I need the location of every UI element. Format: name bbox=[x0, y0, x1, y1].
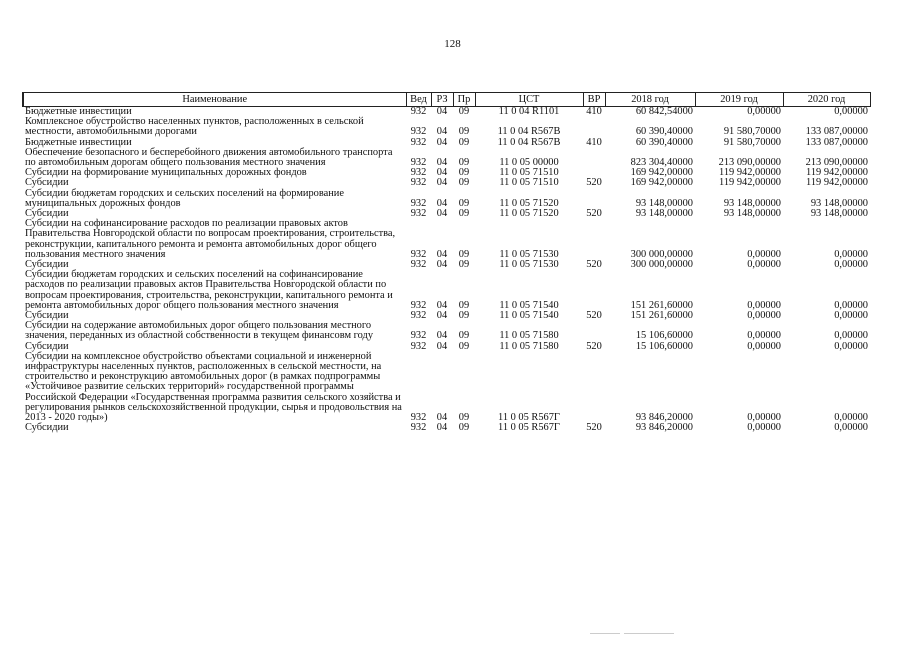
cell-vr bbox=[583, 219, 605, 260]
budget-table bbox=[22, 92, 871, 434]
cell-vr bbox=[583, 270, 605, 311]
table-row bbox=[23, 423, 870, 433]
cell-vr: 520 bbox=[586, 340, 602, 352]
header-vr: ВР bbox=[583, 93, 605, 107]
cell-name: Субсидии bbox=[25, 422, 69, 434]
cell-name: Комплексное обустройство населенных пунктов, расположенных в сельской местности, автомобильными дорогами bbox=[25, 116, 364, 138]
cell-2020: 119 942,00000 bbox=[806, 177, 868, 189]
cell-2020: 133 087,00000 bbox=[805, 136, 868, 148]
table-row bbox=[23, 219, 870, 260]
cell-2019: 119 942,00000 bbox=[719, 177, 781, 189]
cell-ved: 932 bbox=[410, 208, 427, 220]
cell-cst: 11 0 05 R567Г bbox=[498, 422, 560, 434]
cell-pr: 09 bbox=[458, 136, 470, 148]
cell-2019: 91 580,70000 bbox=[723, 126, 781, 138]
cell-vr: 520 bbox=[586, 259, 602, 271]
cell-cst: 11 0 05 71530 bbox=[499, 248, 559, 260]
cell-rz: 04 bbox=[436, 177, 448, 189]
cell-name: Бюджетные инвестиции bbox=[25, 136, 132, 148]
cell-pr: 09 bbox=[458, 197, 470, 209]
cell-pr: 09 bbox=[458, 167, 470, 179]
cell-rz: 04 bbox=[436, 259, 448, 271]
cell-2019: 0,00000 bbox=[747, 330, 781, 342]
cell-name: Субсидии бюджетам городских и сельских поселений на софинансирование расходов по реализации правовых актов Правительства Новгородской области по вопросам проектирования, строительства, реконструкции, капитального ремонта и ремонта автомобильных дорог общего пользования местного значения bbox=[25, 269, 393, 311]
cell-pr: 09 bbox=[458, 177, 470, 189]
cell-2018: 300 000,00000 bbox=[630, 259, 693, 271]
cell-ved: 932 bbox=[410, 136, 427, 148]
cell-rz: 04 bbox=[436, 340, 448, 352]
cell-ved: 932 bbox=[410, 177, 427, 189]
cell-ved: 932 bbox=[410, 167, 427, 179]
cell-ved: 932 bbox=[410, 126, 427, 138]
cell-2020: 93 148,00000 bbox=[810, 208, 868, 220]
cell-cst: 11 0 05 71580 bbox=[499, 340, 559, 352]
cell-2020: 0,00000 bbox=[834, 299, 868, 311]
header-cst: ЦСТ bbox=[475, 93, 583, 107]
cell-rz: 04 bbox=[436, 126, 448, 138]
cell-pr: 09 bbox=[458, 422, 470, 434]
cell-rz: 04 bbox=[436, 197, 448, 209]
cell-cst: 11 0 05 71540 bbox=[499, 299, 559, 311]
cell-cst: 11 0 05 71510 bbox=[499, 177, 559, 189]
scan-artifact bbox=[590, 633, 700, 636]
cell-cst: 11 0 04 R1101 bbox=[498, 106, 560, 117]
header-pr: Пр bbox=[453, 93, 475, 107]
cell-vr bbox=[583, 117, 605, 137]
header-name: Наименование bbox=[23, 93, 406, 107]
table-row bbox=[23, 117, 870, 137]
cell-rz: 04 bbox=[436, 330, 448, 342]
cell-2019: 0,00000 bbox=[747, 310, 781, 322]
cell-cst: 11 0 04 R567В bbox=[497, 136, 561, 148]
table-row bbox=[23, 352, 870, 423]
cell-rz: 04 bbox=[436, 248, 448, 260]
cell-2019: 91 580,70000 bbox=[723, 136, 781, 148]
cell-2019: 0,00000 bbox=[747, 422, 781, 434]
cell-vr: 520 bbox=[586, 422, 602, 434]
cell-name: Обеспечение безопасного и бесперебойного движения автомобильного транспорта по автомобильным дорогам общего пользования местного значения bbox=[25, 146, 393, 169]
cell-cst: 11 0 05 R567Г bbox=[498, 412, 560, 424]
cell-ved: 932 bbox=[410, 197, 427, 209]
cell-vr bbox=[583, 321, 605, 341]
cell-2018: 60 390,40000 bbox=[635, 136, 693, 148]
cell-name: Субсидии bbox=[25, 340, 69, 352]
cell-name: Субсидии bbox=[25, 177, 69, 189]
cell-2019: 0,00000 bbox=[747, 299, 781, 311]
cell-vr: 520 bbox=[586, 208, 602, 220]
cell-cst: 11 0 05 71530 bbox=[499, 259, 559, 271]
cell-ved: 932 bbox=[410, 106, 427, 117]
cell-name: Субсидии бюджетам городских и сельских поселений на формирование муниципальных дорожных фондов bbox=[25, 187, 344, 209]
cell-cst: 11 0 05 71540 bbox=[499, 310, 559, 322]
cell-cst: 11 0 05 71520 bbox=[499, 208, 559, 220]
cell-pr: 09 bbox=[458, 208, 470, 220]
cell-ved: 932 bbox=[410, 310, 427, 322]
cell-pr: 09 bbox=[458, 412, 470, 424]
cell-ved: 932 bbox=[410, 422, 427, 434]
cell-2020: 0,00000 bbox=[834, 422, 868, 434]
cell-ved: 932 bbox=[410, 248, 427, 260]
cell-2018: 15 106,60000 bbox=[635, 340, 693, 352]
cell-2019: 0,00000 bbox=[747, 340, 781, 352]
cell-2018: 169 942,00000 bbox=[630, 167, 693, 179]
cell-2019: 0,00000 bbox=[747, 106, 781, 117]
cell-ved: 932 bbox=[410, 299, 427, 311]
cell-2020: 0,00000 bbox=[834, 412, 868, 424]
cell-rz: 04 bbox=[436, 208, 448, 220]
cell-pr: 09 bbox=[458, 330, 470, 342]
cell-ved: 932 bbox=[410, 157, 427, 169]
cell-2020: 93 148,00000 bbox=[810, 197, 868, 209]
cell-name: Субсидии bbox=[25, 259, 69, 271]
cell-2020: 0,00000 bbox=[834, 340, 868, 352]
cell-2020: 0,00000 bbox=[834, 248, 868, 260]
cell-2019: 119 942,00000 bbox=[719, 167, 781, 179]
cell-ved: 932 bbox=[410, 259, 427, 271]
cell-pr: 09 bbox=[458, 259, 470, 271]
table-row bbox=[23, 148, 870, 168]
cell-2018: 93 148,00000 bbox=[635, 208, 693, 220]
cell-rz: 04 bbox=[436, 310, 448, 322]
cell-name: Бюджетные инвестиции bbox=[25, 106, 132, 117]
cell-2018: 823 304,40000 bbox=[630, 157, 693, 169]
cell-name: Субсидии на комплексное обустройство объектами социальной и инженерной инфраструктуры населенных пунктов, расположенных в сельской местности, на строительство и реконструкцию автомобильных дорог (в рамках подпрограммы «Устойчивое развитие сельских территорий» государственной программы Российской Федерации «Государственная программа развития сельского хозяйства и регулирования рынков сельскохозяйственной продукции, сырья и продовольствия на 2013 - 2020 годы») bbox=[25, 350, 402, 424]
cell-2019: 213 090,00000 bbox=[718, 157, 781, 169]
header-2019: 2019 год bbox=[695, 93, 783, 107]
cell-rz: 04 bbox=[436, 422, 448, 434]
table-row bbox=[23, 189, 870, 209]
cell-pr: 09 bbox=[458, 248, 470, 260]
page-number: 128 bbox=[444, 38, 461, 50]
header-ved: Вед bbox=[406, 93, 431, 107]
cell-cst: 11 0 04 R567В bbox=[497, 126, 561, 138]
cell-pr: 09 bbox=[458, 106, 470, 117]
cell-2020: 213 090,00000 bbox=[805, 157, 868, 169]
cell-2018: 300 000,00000 bbox=[630, 248, 693, 260]
cell-rz: 04 bbox=[436, 299, 448, 311]
cell-rz: 04 bbox=[436, 167, 448, 179]
cell-rz: 04 bbox=[436, 157, 448, 169]
cell-cst: 11 0 05 71510 bbox=[499, 167, 559, 179]
cell-vr: 520 bbox=[586, 310, 602, 322]
cell-cst: 11 0 05 71580 bbox=[499, 330, 559, 342]
cell-vr: 410 bbox=[586, 136, 602, 148]
header-rz: РЗ bbox=[431, 93, 453, 107]
cell-vr: 410 bbox=[586, 106, 602, 117]
cell-name: Субсидии bbox=[25, 208, 69, 220]
cell-2020: 0,00000 bbox=[834, 330, 868, 342]
cell-vr bbox=[583, 189, 605, 209]
cell-2020: 0,00000 bbox=[834, 259, 868, 271]
table-row bbox=[23, 321, 870, 341]
cell-cst: 11 0 05 71520 bbox=[499, 197, 559, 209]
cell-ved: 932 bbox=[410, 412, 427, 424]
cell-name: Субсидии на формирование муниципальных дорожных фондов bbox=[25, 167, 307, 179]
cell-ved: 932 bbox=[410, 330, 427, 342]
cell-rz: 04 bbox=[436, 412, 448, 424]
cell-2018: 151 261,60000 bbox=[630, 299, 693, 311]
cell-2018: 60 390,40000 bbox=[635, 126, 693, 138]
cell-2018: 151 261,60000 bbox=[630, 310, 693, 322]
cell-name: Субсидии на софинансирование расходов по реализации правовых актов Правительства Новгородской области по вопросам проектирования, строительства, реконструкции, капитального ремонта и ремонта автомобильных дорог общего пользования местного значения bbox=[25, 218, 396, 260]
cell-2019: 0,00000 bbox=[747, 248, 781, 260]
table-header-row bbox=[23, 93, 870, 107]
cell-vr bbox=[583, 148, 605, 168]
cell-2019: 93 148,00000 bbox=[723, 208, 781, 220]
header-2018: 2018 год bbox=[605, 93, 695, 107]
cell-2018: 93 846,20000 bbox=[635, 422, 693, 434]
cell-pr: 09 bbox=[458, 310, 470, 322]
cell-2019: 0,00000 bbox=[747, 259, 781, 271]
cell-2020: 0,00000 bbox=[834, 310, 868, 322]
cell-name: Субсидии на содержание автомобильных дорог общего пользования местного значения, переданных из областной собственности в текущем финансовм году bbox=[25, 320, 374, 342]
cell-rz: 04 bbox=[436, 136, 448, 148]
cell-pr: 09 bbox=[458, 157, 470, 169]
cell-pr: 09 bbox=[458, 340, 470, 352]
cell-pr: 09 bbox=[458, 299, 470, 311]
cell-cst: 11 0 05 00000 bbox=[499, 157, 559, 169]
cell-name: Субсидии bbox=[25, 310, 69, 322]
cell-2018: 15 106,60000 bbox=[635, 330, 693, 342]
cell-2018: 169 942,00000 bbox=[630, 177, 693, 189]
table-row bbox=[23, 270, 870, 311]
cell-2020: 119 942,00000 bbox=[806, 167, 868, 179]
cell-2018: 60 842,54000 bbox=[635, 106, 693, 117]
cell-2019: 93 148,00000 bbox=[723, 197, 781, 209]
cell-pr: 09 bbox=[458, 126, 470, 138]
cell-2018: 93 846,20000 bbox=[635, 412, 693, 424]
cell-vr bbox=[583, 352, 605, 423]
cell-2020: 0,00000 bbox=[834, 106, 868, 117]
cell-2018: 93 148,00000 bbox=[635, 197, 693, 209]
cell-2020: 133 087,00000 bbox=[805, 126, 868, 138]
cell-rz: 04 bbox=[436, 106, 448, 117]
cell-2019: 0,00000 bbox=[747, 412, 781, 424]
header-2020: 2020 год bbox=[783, 93, 870, 107]
cell-ved: 932 bbox=[410, 340, 427, 352]
cell-vr: 520 bbox=[586, 177, 602, 189]
